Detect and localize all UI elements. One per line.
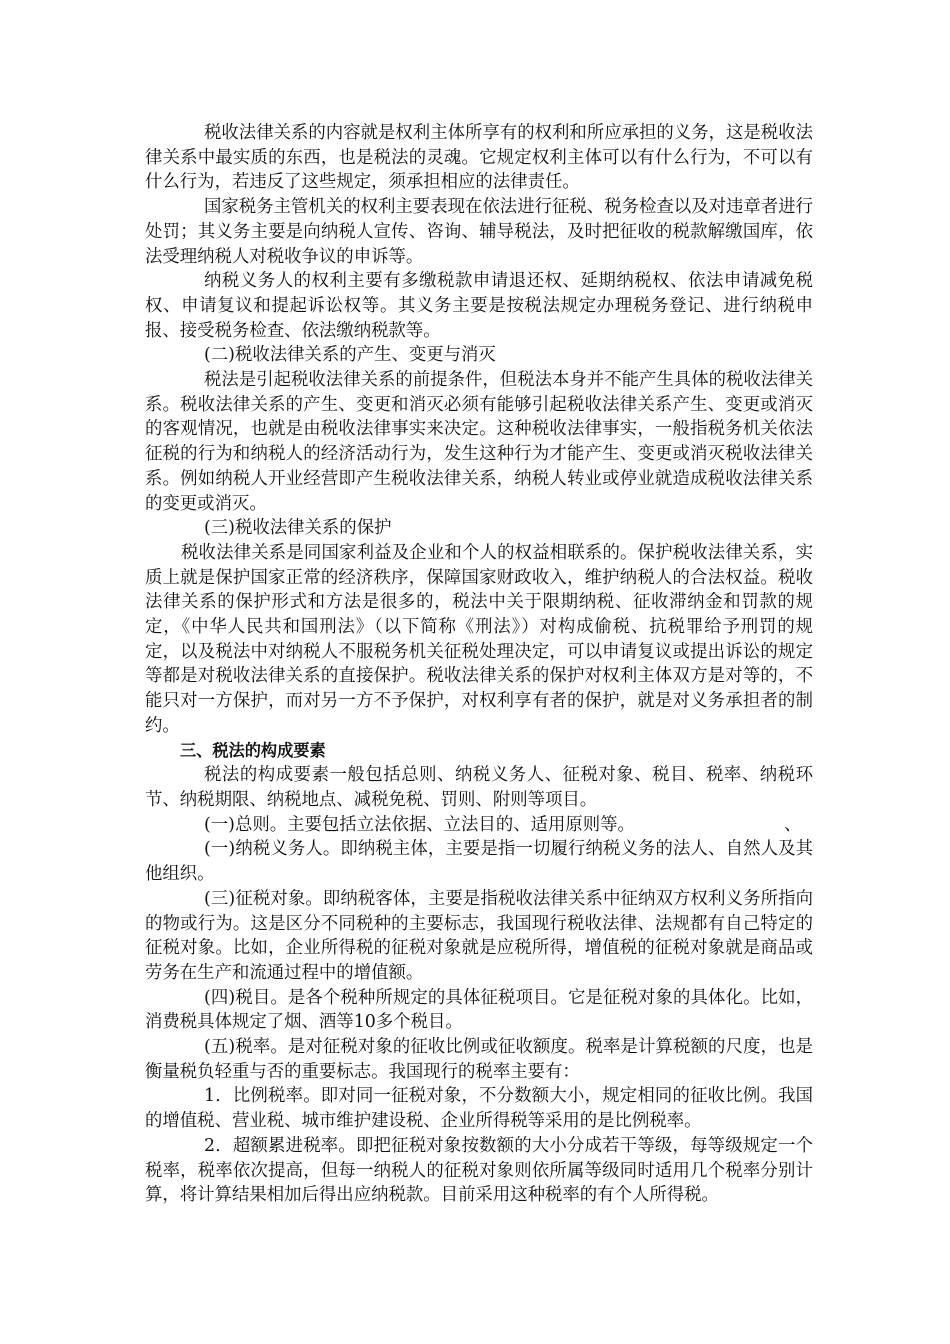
paragraph-tax-rate: (五)税率。是对征税对象的征收比例或征收额度。税率是计算税额的尺度，也是衡量税负轻重与否的重要标志。我国现行的税率主要有： [145,1037,813,1082]
section-heading-tax-elements: 三、税法的构成要素 [180,740,326,760]
document-body [145,121,813,1208]
paragraph-relation-protection: 税收法律关系是同国家利益及企业和个人的权益相联系的。保护税收法律关系，实质上就是保护国家正常的经济秩序，保障国家财政收入，维护纳税人的合法权益。税收法律关系的保护形式和方法是很多的，税法中关于限期纳税、征收滞纳金和罚款的规定，《中华人民共和国刑法》（以下简称《刑法》）对构成偷税、抗税罪给予刑罚的规定，以及税法中对纳税人不服税务机关征税处理决定，可以申请复议或提出诉讼的规定等都是对税收法律关系的直接保护。税收法律关系的保护对权利主体双方是对等的，不能只对一方保护，而对另一方不予保护，对权利享有者的保护，就是对义务承担者的制约。 [145,542,813,736]
paragraph-taxpayer-rights: 纳税义务人的权利主要有多缴税款申请退还权、延期纳税权、依法申请减免税权、申请复议和提起诉讼权等。其义务主要是按税法规定办理税务登记、进行纳税申报、接受税务检查、依法缴纳税款等。 [145,271,813,341]
stray-punctuation: 、 [783,814,802,835]
subheading-relation-protection: (三)税收法律关系的保护 [204,518,392,539]
general-provisions-text: (一)总则。主要包括立法依据、立法目的、适用原则等。 [204,814,635,835]
paragraph-proportional-rate: 1．比例税率。即对同一征税对象，不分数额大小，规定相同的征收比例。我国的增值税、营业税、城市维护建设税、企业所得税等采用的是比例税率。 [145,1086,813,1132]
subheading-relation-changes: (二)税收法律关系的产生、变更与消灭 [204,345,496,366]
paragraph-taxpayer: (一)纳税义务人。即纳税主体，主要是指一切履行纳税义务的法人、自然人及其他组织。 [145,839,813,885]
paragraph-tax-relation-content: 税收法律关系的内容就是权利主体所享有的权利和所应承担的义务，这是税收法律关系中最实质的东西，也是税法的灵魂。它规定权利主体可以有什么行为，不可以有什么行为，若违反了这些规定，须承担相应的法律责任。 [145,123,813,193]
paragraph-tax-elements-intro: 税法的构成要素一般包括总则、纳税义务人、征税对象、税目、税率、纳税环节、纳税期限、纳税地点、减税免税、罚则、附则等项目。 [145,765,813,810]
paragraph-tax-items: (四)税目。是各个税种所规定的具体征税项目。它是征税对象的具体化。比如，消费税具体规定了烟、酒等10多个税目。 [145,987,813,1033]
paragraph-relation-changes: 税法是引起税收法律关系的前提条件，但税法本身并不能产生具体的税收法律关系。税收法律关系的产生、变更和消灭必须有能够引起税收法律关系产生、变更或消灭的客观情况，也就是由税收法律事实来决定。这种税收法律事实，一般指税务机关依法征税的行为和纳税人的经济活动行为，发生这种行为才能产生、变更或消灭税收法律关系。例如纳税人开业经营即产生税收法律关系，纳税人转业或停业就造成税收法律关系的变更或消灭。 [145,370,813,514]
paragraph-general-provisions [145,813,813,838]
paragraph-authority-rights: 国家税务主管机关的权利主要表现在依法进行征税、税务检查以及对违章者进行处罚；其义务主要是向纳税人宣传、咨询、辅导税法，及时把征收的税款解缴国库，依法受理纳税人对税收争议的申诉等。 [145,197,813,267]
paragraph-progressive-rate: 2．超额累进税率。即把征税对象按数额的大小分成若干等级，每等级规定一个税率，税率依次提高，但每一纳税人的征税对象则依所属等级同时适用几个税率分别计算，将计算结果相加后得出应纳税款。目前采用这种税率的有个人所得税。 [145,1135,813,1206]
paragraph-tax-object: (三)征税对象。即纳税客体，主要是指税收法律关系中征纳双方权利义务所指向的物或行为。这是区分不同税种的主要标志，我国现行税收法律、法规都有自己特定的征税对象。比如，企业所得税的征税对象就是应税所得，增值税的征税对象就是商品或劳务在生产和流通过程中的增值额。 [145,888,813,983]
